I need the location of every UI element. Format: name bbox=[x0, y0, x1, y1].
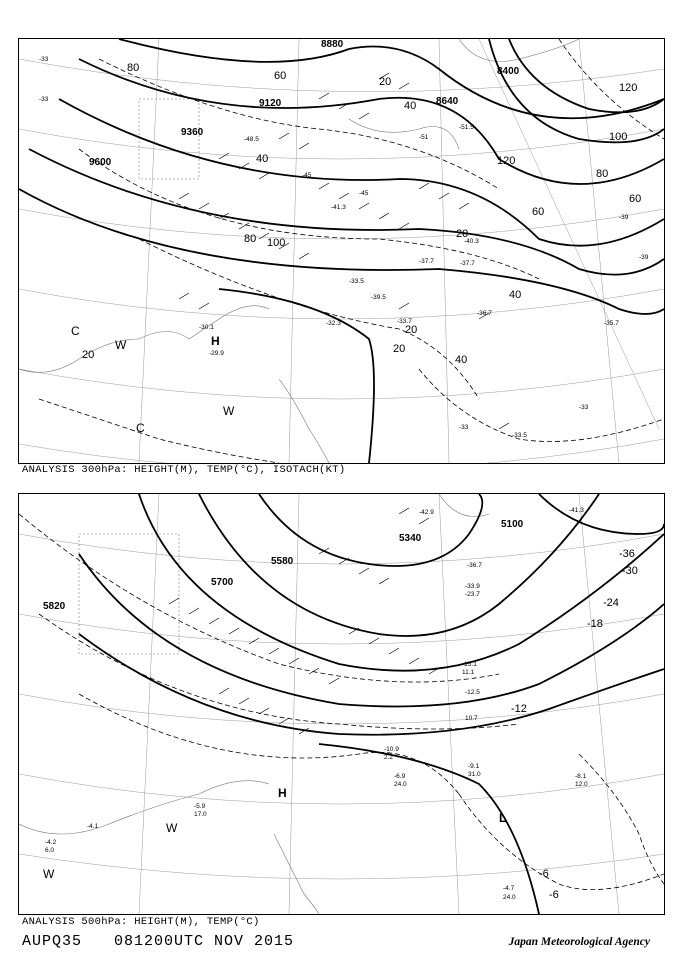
temp-value: -33 bbox=[39, 56, 49, 63]
temp-value: -5.9 bbox=[194, 803, 206, 810]
temp-value: -39 bbox=[639, 254, 649, 261]
isotach-label: 40 bbox=[509, 289, 522, 301]
high-label: H bbox=[211, 334, 220, 348]
temperature-values bbox=[39, 56, 649, 439]
temp-value: -4.2 bbox=[45, 839, 57, 846]
isotach-label: 80 bbox=[244, 233, 257, 245]
cold-label: C bbox=[136, 421, 145, 435]
chart-500hpa bbox=[18, 493, 665, 915]
height-label-9120: 9120 bbox=[259, 98, 282, 109]
system-labels bbox=[43, 786, 506, 881]
temp-value: -10.9 bbox=[384, 746, 399, 753]
isotach-label: 60 bbox=[629, 193, 642, 205]
coastline bbox=[19, 494, 489, 914]
low-label: L bbox=[499, 811, 507, 825]
isotach-labels bbox=[82, 62, 641, 366]
high-label: H bbox=[278, 786, 287, 800]
isotach-label: 20 bbox=[82, 349, 95, 361]
temp-contour-label: -6 bbox=[549, 889, 559, 901]
chart-300hpa bbox=[18, 38, 665, 464]
height-label-5580: 5580 bbox=[271, 556, 294, 567]
height-contours bbox=[79, 494, 664, 914]
isotach-label: 120 bbox=[497, 155, 516, 167]
isotach-label: 20 bbox=[456, 228, 469, 240]
temp-contour-label: -30 bbox=[622, 565, 638, 577]
cold-label: C bbox=[71, 324, 80, 338]
temperature-values bbox=[45, 507, 588, 901]
isotach-label: 40 bbox=[404, 100, 417, 112]
temp-value: -8.1 bbox=[575, 773, 587, 780]
isotach-label: 20 bbox=[405, 324, 418, 336]
temp-value: -33.5 bbox=[349, 278, 364, 285]
temp-value: 6.0 bbox=[45, 847, 55, 854]
temp-value: 12.0 bbox=[575, 781, 588, 788]
temp-value: -37.7 bbox=[419, 258, 434, 265]
caption-300hpa: ANALYSIS 300hPa: HEIGHT(M), TEMP(°C), ISOTACH(KT) bbox=[22, 464, 346, 476]
isotach-label: 40 bbox=[455, 354, 468, 366]
valid-time: 081200UTC NOV 2015 bbox=[114, 933, 295, 950]
temp-value: 24.0 bbox=[503, 894, 516, 901]
temp-value: -33.5 bbox=[512, 432, 527, 439]
isotach-label: 100 bbox=[267, 237, 286, 249]
temp-value: 10.7 bbox=[465, 715, 478, 722]
temp-value: -33.9 bbox=[465, 583, 480, 590]
temp-value: -6.9 bbox=[394, 773, 406, 780]
isotach-label: 20 bbox=[393, 343, 406, 355]
temp-value: -12.5 bbox=[465, 689, 480, 696]
temp-value: -30.1 bbox=[199, 324, 214, 331]
temp-value: -36.7 bbox=[477, 310, 492, 317]
height-label-8400: 8400 bbox=[497, 66, 520, 77]
temp-value: -37.7 bbox=[460, 260, 475, 267]
isotach-label: 60 bbox=[274, 70, 287, 82]
temp-value: -4.1 bbox=[87, 823, 99, 830]
temp-contour-label: -24 bbox=[603, 597, 619, 609]
height-label-8880: 8880 bbox=[321, 39, 344, 50]
height-label-8640: 8640 bbox=[436, 96, 459, 107]
isotach-label: 40 bbox=[256, 153, 269, 165]
graticule bbox=[19, 39, 664, 463]
temp-value: -15.1 bbox=[462, 661, 477, 668]
product-code: AUPQ35 bbox=[22, 933, 83, 950]
warm-label: W bbox=[166, 821, 178, 835]
height-contours bbox=[19, 39, 664, 463]
temp-value: -39 bbox=[619, 214, 629, 221]
isotach-label: 20 bbox=[379, 76, 392, 88]
temp-value: -33.7 bbox=[397, 318, 412, 325]
temp-contour-label: -6 bbox=[539, 868, 549, 880]
height-label-9360: 9360 bbox=[181, 127, 204, 138]
warm-label: W bbox=[115, 338, 127, 352]
temp-contour-labels bbox=[511, 548, 638, 901]
temp-value: -32.3 bbox=[326, 320, 341, 327]
caption-500hpa: ANALYSIS 500hPa: HEIGHT(M), TEMP(°C) bbox=[22, 916, 260, 928]
map-500hpa bbox=[19, 494, 664, 914]
temp-contour-label: -18 bbox=[587, 618, 603, 630]
isotach-label: 120 bbox=[619, 82, 638, 94]
temp-value: -45 bbox=[359, 190, 369, 197]
temp-value: -35.7 bbox=[604, 320, 619, 327]
height-label-9600: 9600 bbox=[89, 157, 112, 168]
temp-contour-label: -12 bbox=[511, 703, 527, 715]
product-line bbox=[22, 933, 316, 950]
temp-value: -23.7 bbox=[465, 591, 480, 598]
temp-value: -33 bbox=[39, 96, 49, 103]
warm-label: W bbox=[43, 867, 55, 881]
map-300hpa bbox=[19, 39, 664, 463]
temp-value: -36.7 bbox=[467, 562, 482, 569]
isotach-label: 80 bbox=[596, 168, 609, 180]
temp-value: -9.1 bbox=[468, 763, 480, 770]
isotach-label: 80 bbox=[127, 62, 140, 74]
temp-value: -41.3 bbox=[331, 204, 346, 211]
isotach-label: 100 bbox=[609, 131, 628, 143]
temp-value: 2.2 bbox=[384, 754, 394, 761]
temp-value: -29.9 bbox=[209, 350, 224, 357]
agency-name: Japan Meteorological Agency bbox=[508, 936, 650, 948]
temp-value: 17.0 bbox=[194, 811, 207, 818]
height-label-5700: 5700 bbox=[211, 577, 234, 588]
isotach-label: 60 bbox=[532, 206, 545, 218]
temp-value: 11.1 bbox=[462, 669, 475, 676]
temp-contour-label: -36 bbox=[619, 548, 635, 560]
temp-value: -33 bbox=[459, 424, 469, 431]
temp-value: -51.5 bbox=[459, 124, 474, 131]
temp-value: -45 bbox=[302, 172, 312, 179]
temp-value: -40.3 bbox=[464, 238, 479, 245]
temp-value: 24.0 bbox=[394, 781, 407, 788]
temp-value: -41.3 bbox=[569, 507, 584, 514]
temp-value: -39.5 bbox=[371, 294, 386, 301]
temp-value: -42.9 bbox=[419, 509, 434, 516]
temp-value: 31.0 bbox=[468, 771, 481, 778]
temp-value: -4.7 bbox=[503, 885, 515, 892]
temp-value: -33 bbox=[579, 404, 589, 411]
height-label-5820: 5820 bbox=[43, 601, 66, 612]
temp-value: -48.5 bbox=[244, 136, 259, 143]
system-labels bbox=[71, 324, 235, 435]
height-label-5340: 5340 bbox=[399, 533, 422, 544]
warm-label: W bbox=[223, 404, 235, 418]
temp-value: -51 bbox=[419, 134, 429, 141]
height-label-5100: 5100 bbox=[501, 519, 524, 530]
